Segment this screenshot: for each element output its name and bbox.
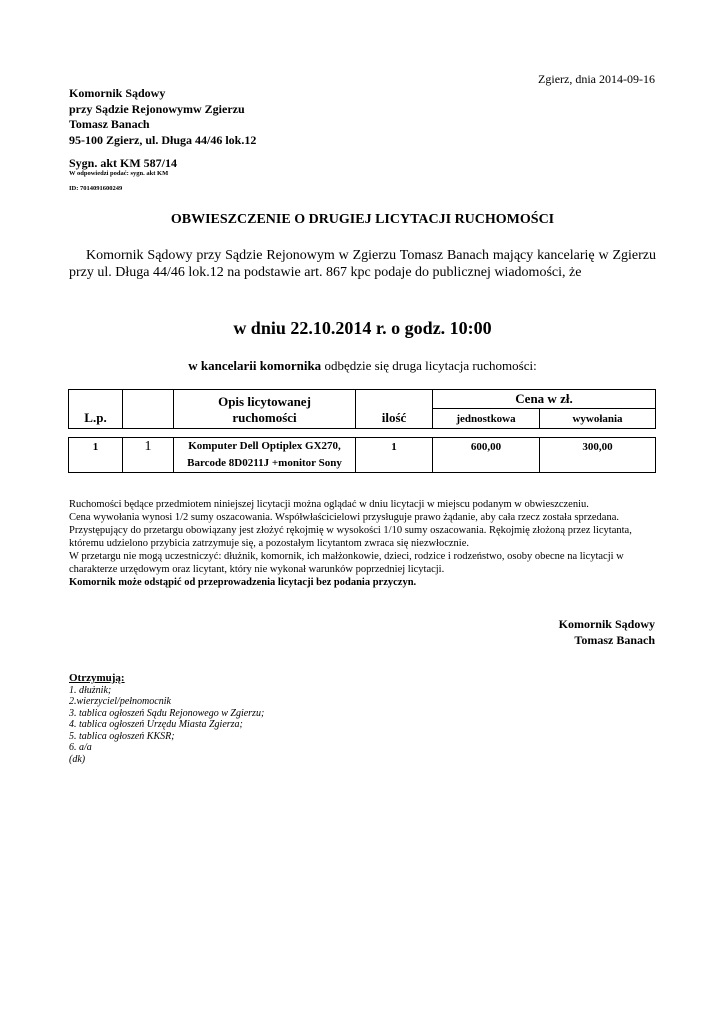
row-call-price: 300,00 (540, 438, 656, 473)
list-item: 3. tablica ogłoszeń Sądu Rejonowego w Zgierzu; (69, 707, 265, 719)
sender-line: przy Sądzie Rejonowymw Zgierzu (69, 101, 245, 116)
list-item: 6. a/a (69, 742, 92, 753)
recipients-heading: Otrzymują: (69, 672, 125, 684)
signature-line: Tomasz Banach (574, 633, 655, 647)
list-item: 1. dłużnik; (69, 684, 112, 696)
note-paragraph: Ruchomości będące przedmiotem niniejszej licytacji można oglądać w dniu licytacji w miejscu podanym w obwieszczeniu. (69, 499, 589, 510)
sender-line: Komornik Sądowy (69, 86, 166, 100)
sender-line: Tomasz Banach (69, 117, 150, 131)
row-description-line2: Barcode 8D0211J +monitor Sony (187, 457, 342, 469)
recipients-list (69, 673, 264, 765)
items-table-body (68, 437, 656, 473)
signature-line: Komornik Sądowy (558, 617, 655, 631)
row-unit-price: 600,00 (433, 438, 540, 473)
document-date: Zgierz, dnia 2014-09-16 (538, 72, 655, 86)
row-number: 1 (123, 438, 174, 473)
note-paragraph: Cena wywołania wynosi 1/2 sumy oszacowania. Współwłaścicielowi przysługuje prawo żądanie, aby cała rzecz została sprzedana. (69, 512, 619, 523)
note-paragraph: Przystępujący do przetargu obowiązany jest złożyć rękojmię w wysokości 1/10 sumy oszacowania. Rękojmię złożoną przez licytanta, któremu udzielono przybicia zatrzymuje się, a pozostałym licytantom zwraca się niezwłocznie. (69, 525, 632, 549)
intro-paragraph: Komornik Sądowy przy Sądzie Rejonowym w Zgierzu Tomasz Banach mający kancelarię w Zgierzu przy ul. Długa 44/46 lok.12 na podstawie art. 867 kpc podaje do publicznej wiadomości, że (69, 248, 656, 280)
list-item: (dk) (69, 753, 86, 765)
header-call-price: wywołania (540, 409, 656, 429)
sender-line: 95-100 Zgierz, ul. Długa 44/46 lok.12 (69, 132, 257, 147)
case-reference: Sygn. akt KM 587/14 (69, 156, 178, 170)
header-blank (123, 390, 174, 429)
row-quantity: 1 (356, 438, 433, 473)
row-description-line1: Komputer Dell Optiplex GX270, (188, 440, 341, 452)
auction-location-bold: w kancelarii komornika (188, 358, 322, 373)
reply-note: W odpowiedzi podać: sygn. akt KM (69, 170, 169, 177)
auction-notes (69, 498, 659, 589)
row-lp: 1 (69, 438, 123, 473)
notice-title: OBWIESZCZENIE O DRUGIEJ LICYTACJI RUCHOMOŚCI (170, 212, 555, 227)
list-item: 4. tablica ogłoszeń Urzędu Miasta Zgierza; (69, 719, 243, 730)
document-id: ID: 7014091600249 (69, 185, 123, 192)
header-description-line2: ruchomości (232, 410, 297, 425)
auction-datetime: w dniu 22.10.2014 r. o godz. 10:00 (233, 318, 492, 338)
note-bold: Komornik może odstąpić od przeprowadzenia licytacji bez podania przyczyn. (69, 577, 417, 588)
list-item: 5. tablica ogłoszeń KKSR; (69, 730, 175, 742)
header-unit-price: jednostkowa (433, 409, 540, 429)
table-row (69, 438, 656, 473)
header-description-line1: Opis licytowanej (218, 394, 311, 409)
sender-block (69, 86, 256, 148)
list-item: 2.wierzyciel/pełnomocnik (69, 696, 171, 707)
note-paragraph: W przetargu nie mogą uczestniczyć: dłużnik, komornik, ich małżonkowie, dzieci, rodzice i rodzeństwo, osoby obecne na licytacji w charakterze urzędowym oraz licytant, który nie wykonał warunków poprzedniej licytacji. (69, 551, 624, 575)
row-description (174, 438, 356, 473)
header-description (174, 390, 356, 429)
auction-location (69, 358, 656, 374)
items-table-header (68, 389, 656, 429)
signature-block (480, 616, 655, 648)
header-lp: L.p. (69, 390, 123, 429)
header-price: Cena w zł. (433, 390, 656, 409)
header-quantity: ilość (356, 390, 433, 429)
auction-location-rest: odbędzie się druga licytacja ruchomości: (321, 358, 537, 373)
